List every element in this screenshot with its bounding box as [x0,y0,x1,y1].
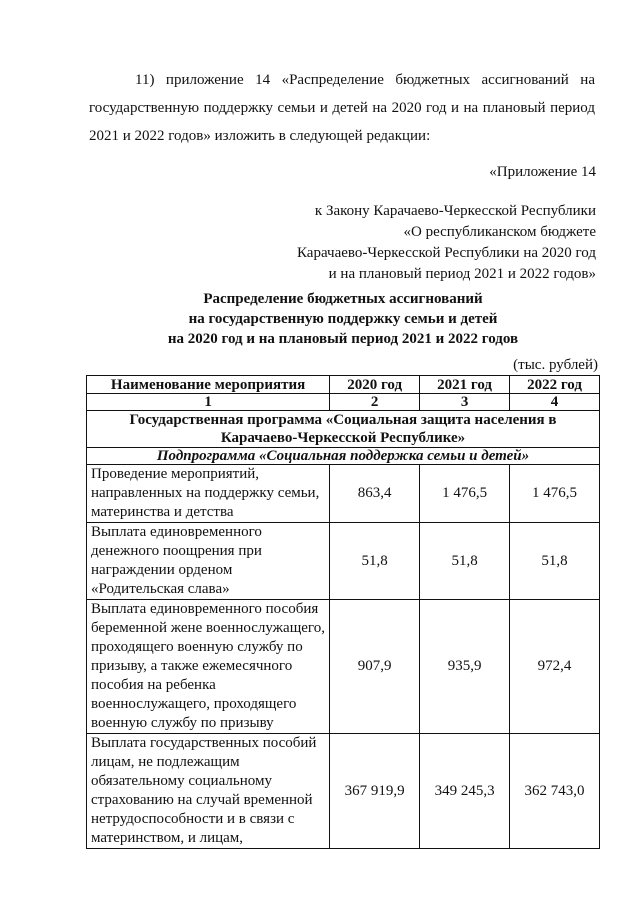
table-row [87,734,600,849]
subprogram-title: Подпрограмма «Социальная поддержка семьи и детей» [87,448,600,465]
appendix-title: «Приложение 14 [489,164,596,180]
table-row [87,600,600,734]
document-title-line: Распределение бюджетных ассигнований [203,291,483,307]
row-value-2021: 349 245,3 [420,734,510,849]
column-number: 1 [87,394,330,411]
row-value-2022: 1 476,5 [510,465,600,523]
table-header-row [87,376,600,394]
column-number: 2 [330,394,420,411]
row-value-2020: 907,9 [330,600,420,734]
row-name: Проведение мероприятий, направленных на поддержку семьи, материнства и детства [87,465,330,523]
law-reference-line: Карачаево-Черкесской Республики на 2020 год [297,245,596,261]
law-reference [297,201,596,285]
row-name: Выплата единовременного пособия беременной жене военнослужащего, проходящего военную службу по призыву, а также ежемесячного пособия на ребенка военнослужащего, проходящего военную службу по призыву [87,600,330,734]
row-value-2021: 935,9 [420,600,510,734]
program-title: Государственная программа «Социальная защита населения в Карачаево-Черкесской Республике» [87,411,600,448]
header-name: Наименование мероприятия [87,376,330,394]
document-title-line: на государственную поддержку семьи и детей [188,311,498,327]
column-number-row [87,394,600,411]
row-value-2021: 1 476,5 [420,465,510,523]
table-row [87,465,600,523]
table-row [87,523,600,600]
document-title [90,289,596,349]
program-row [87,411,600,448]
header-2020: 2020 год [330,376,420,394]
units-label: (тыс. рублей) [513,357,598,373]
law-reference-line: и на плановый период 2021 и 2022 годов» [328,266,596,282]
row-value-2021: 51,8 [420,523,510,600]
row-value-2020: 51,8 [330,523,420,600]
column-number: 4 [510,394,600,411]
document-title-line: на 2020 год и на плановый период 2021 и 2022 годов [167,331,519,347]
row-value-2022: 51,8 [510,523,600,600]
row-value-2020: 863,4 [330,465,420,523]
intro-text: 11) приложение 14 «Распределение бюджетных ассигнований на государственную поддержку семьи и детей на 2020 год и на плановый период 2021 и 2022 годов» изложить в следующей редакции: [89,72,595,144]
row-value-2022: 362 743,0 [510,734,600,849]
law-reference-line: к Закону Карачаево-Черкесской Республики [314,203,596,219]
allocation-table [86,375,600,849]
row-value-2022: 972,4 [510,600,600,734]
column-number: 3 [420,394,510,411]
row-name: Выплата государственных пособий лицам, не подлежащим обязательному социальному страхованию на случай временной нетрудоспособности и в связи с материнством, и лицам, [87,734,330,849]
subprogram-row [87,448,600,465]
law-reference-line: «О республиканском бюджете [403,224,596,240]
row-value-2020: 367 919,9 [330,734,420,849]
header-2022: 2022 год [510,376,600,394]
intro-paragraph [89,66,595,150]
header-2021: 2021 год [420,376,510,394]
row-name: Выплата единовременного денежного поощрения при награждении орденом «Родительская слава» [87,523,330,600]
